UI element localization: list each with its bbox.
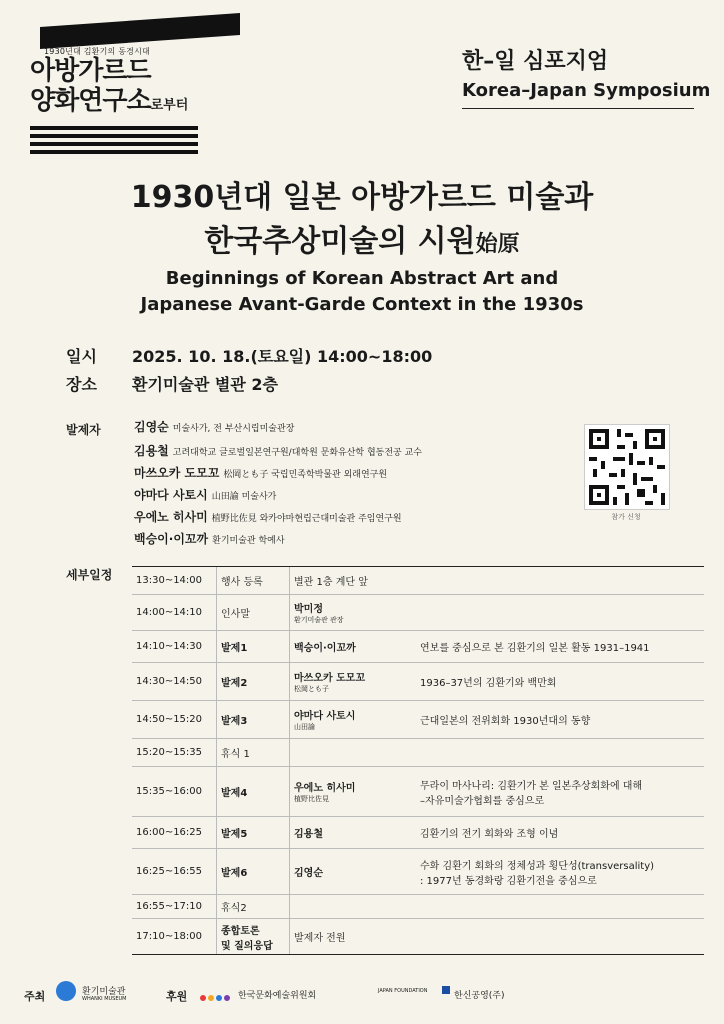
topic-cell: 김환기의 전기 회화와 조형 이념 [416,817,704,849]
time-cell: 17:10~18:00 [132,919,217,955]
session-cell: 행사 등록 [217,567,290,595]
session-cell: 발제3 [217,701,290,739]
arts-council-logo-icon [200,986,232,1005]
sponsor-arts-council: 한국문화예술위원회 [238,991,317,1001]
time-cell: 16:25~16:55 [132,849,217,895]
schedule-label: 세부일정 [66,568,113,582]
venue-value: 환기미술관 별관 2층 [132,375,278,394]
table-row [132,895,704,919]
host-label: 주최 [24,990,46,1003]
qr-caption: 참가 신청 [611,513,641,521]
date-label: 일시 [66,347,97,366]
host-name: 환기미술관 [82,987,126,997]
topic-cell: 무라이 마사나리: 김환기가 본 일본추상회화에 대해 –자유미술가협회를 중심으로 [416,767,704,817]
presenter-cell: 마쓰오카 도모꼬 松岡とも子 [290,663,417,701]
time-cell: 15:35~16:00 [132,767,217,817]
logo-band [40,13,240,49]
presenter-item: 야마다 사토시 山田諭 미술사가 [134,488,277,502]
symposium-title-ko: 한–일 심포지엄 [462,49,609,74]
session-cell: 발제4 [217,767,290,817]
sponsor-hanshin: 한신공영(주) [454,991,505,1001]
presenter-cell: 김용철 [290,817,417,849]
time-cell: 14:30~14:50 [132,663,217,701]
logo-subtitle: 1930년대 김환기의 동경시대 [44,47,150,56]
presenters-label: 발제자 [66,423,101,437]
time-cell: 14:10~14:30 [132,631,217,663]
symposium-title-en: Korea–Japan Symposium [462,80,711,101]
presenter-item: 김영순 미술사가, 전 부산시립미술관장 [134,420,295,434]
table-row [132,701,704,739]
host-name-en: WHANKI MUSEUM [82,996,127,1002]
logo-line1: 아방가르드 [30,56,151,86]
session-cell: 종합토론 및 질의응답 [217,919,290,955]
whanki-logo-icon [56,981,76,1001]
topic-cell: 근대일본의 전위회화 1930년대의 동향 [416,701,704,739]
presenter-item: 김용철 고려대학교 글로벌일본연구원/대학원 문화유산학 협동전공 교수 [134,444,422,458]
table-row [132,767,704,817]
sponsor-label: 후원 [166,990,188,1003]
presenter-cell [290,895,705,919]
presenter-item: 마쓰오카 도모꼬 松岡とも子 국립민족학박물관 외래연구원 [134,466,388,480]
table-row [132,739,704,767]
presenter-cell: 박미정 환기미술관 관장 [290,595,705,631]
sponsor-japan-foundation: JAPAN FOUNDATION [378,988,428,994]
presenter-cell [290,739,705,767]
presenter-cell: 발제자 전원 [290,919,705,955]
time-cell: 15:20~15:35 [132,739,217,767]
table-row [132,631,704,663]
venue-label: 장소 [66,375,97,394]
date-value: 2025. 10. 18.(토요일) 14:00~18:00 [132,347,433,366]
time-cell: 13:30~14:00 [132,567,217,595]
table-row [132,919,704,955]
session-cell: 휴식 1 [217,739,290,767]
topic-cell: 1936–37년의 김환기와 백만회 [416,663,704,701]
registration-qr-code[interactable] [584,424,670,510]
hanshin-logo-icon [442,986,450,994]
session-cell: 인사말 [217,595,290,631]
time-cell: 16:00~16:25 [132,817,217,849]
table-row [132,817,704,849]
presenter-cell: 야마다 사토시 山田諭 [290,701,417,739]
presenter-cell: 백승이·이꼬까 [290,631,417,663]
presenter-cell: 김영순 [290,849,417,895]
session-cell: 발제6 [217,849,290,895]
time-cell: 14:50~15:20 [132,701,217,739]
session-cell: 발제2 [217,663,290,701]
title-en: Beginnings of Korean Abstract Art and Japanese Avant-Garde Context in the 1930s [140,268,584,315]
session-cell: 휴식2 [217,895,290,919]
time-cell: 16:55~17:10 [132,895,217,919]
presenter-cell: 별관 1층 계단 앞 [290,567,705,595]
topic-cell: 수화 김환기 회화의 정체성과 횡단성(transversality) : 1977년 동경화랑 김환기전을 중심으로 [416,849,704,895]
table-row [132,595,704,631]
session-cell: 발제5 [217,817,290,849]
logo-stripes [30,126,198,158]
presenter-cell: 우에노 히사미 植野比佐見 [290,767,417,817]
table-row [132,663,704,701]
presenter-item: 우에노 히사미 植野比佐見 와카야마현립근대미술관 주임연구원 [134,510,402,524]
logo-line2: 양화연구소로부터 [30,86,189,116]
topic-cell: 연보를 중심으로 본 김환기의 일본 활동 1931–1941 [416,631,704,663]
presenter-item: 백승이·이꼬까 환기미술관 학예사 [134,532,285,546]
header-rule [462,108,694,109]
session-cell: 발제1 [217,631,290,663]
table-row [132,567,704,595]
schedule-table [132,566,704,955]
title-ko: 1930년대 일본 아방가르드 미술과 한국추상미술의 시원始原 [130,180,594,259]
time-cell: 14:00~14:10 [132,595,217,631]
table-row [132,849,704,895]
